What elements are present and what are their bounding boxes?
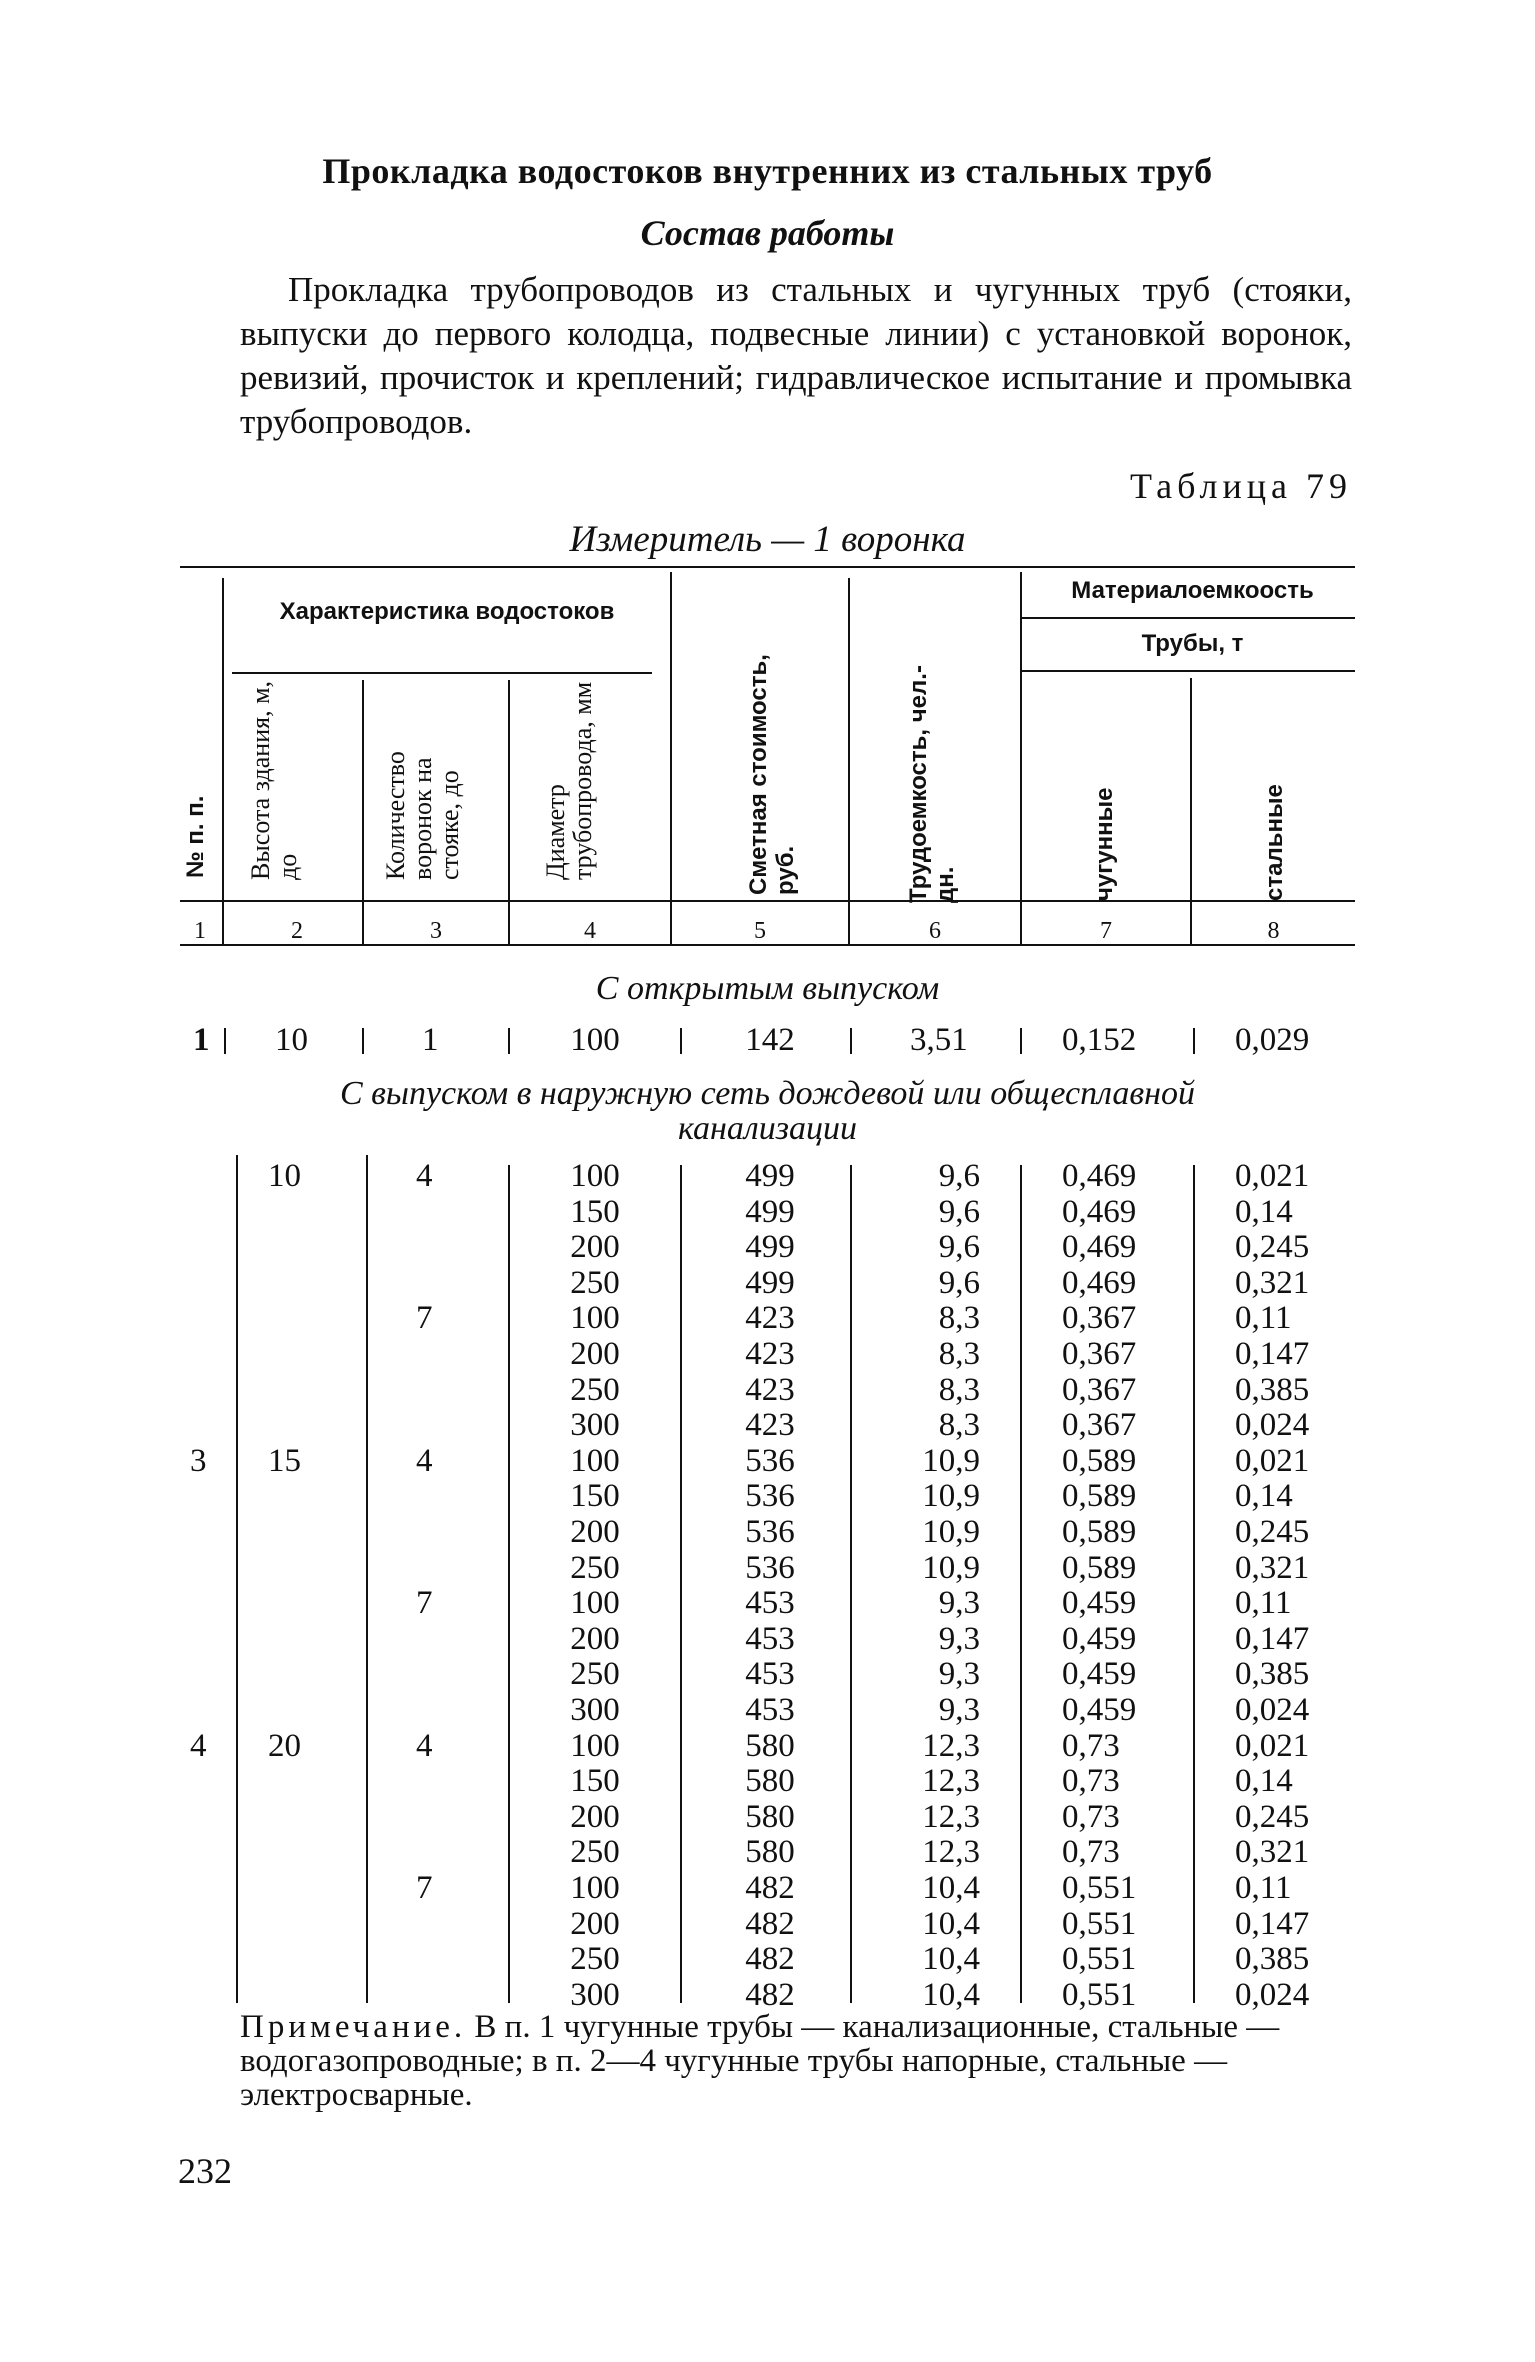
cell-labor: 8,3 (938, 1300, 980, 1337)
cell-cast: 0,551 (1062, 1905, 1137, 1942)
group-num-label: 4 (190, 1727, 207, 1764)
cell-diameter: 300 (570, 1407, 620, 1444)
cell-cost: 423 (745, 1371, 795, 1408)
cell-cast: 0,73 (1062, 1798, 1120, 1835)
cell-steel: 0,024 (1235, 1692, 1310, 1728)
row1-funnels: 1 (422, 1022, 439, 1058)
cell-cast: 0,367 (1062, 1300, 1137, 1337)
header-cast-iron: чугунные (1091, 787, 1118, 901)
header-funnels: Количество воронок на стояке, до (381, 751, 464, 880)
column-number: 4 (584, 918, 596, 944)
column-number: 1 (194, 918, 206, 944)
cell-diameter: 200 (570, 1798, 620, 1835)
cell-steel: 0,321 (1235, 1549, 1310, 1586)
cell-cost: 423 (745, 1336, 795, 1372)
cell-steel: 0,245 (1235, 1229, 1310, 1266)
cell-diameter: 250 (570, 1371, 620, 1408)
cell-cast: 0,73 (1062, 1727, 1120, 1764)
row1-sep (680, 1028, 682, 1054)
cell-cost: 536 (745, 1514, 795, 1550)
cell-cast: 0,469 (1062, 1264, 1137, 1301)
row1-cost: 142 (745, 1022, 795, 1058)
body-divider-3 (508, 1165, 510, 2003)
characteristics-rule (232, 672, 652, 674)
cell-cast: 0,589 (1062, 1549, 1137, 1586)
cell-steel: 0,14 (1235, 1763, 1293, 1800)
cell-labor: 9,6 (938, 1193, 980, 1230)
group-num-label: 3 (190, 1442, 207, 1479)
cell-labor: 12,3 (922, 1763, 980, 1800)
header-divider-4 (670, 572, 672, 944)
cell-steel: 0,024 (1235, 1976, 1310, 2013)
cell-diameter: 200 (570, 1514, 620, 1550)
cell-labor: 10,9 (922, 1514, 980, 1550)
work-description: Прокладка трубопроводов из стальных и чугунных труб (стояки, выпуски до первого колодца, подвесные линии) с установкой воронок, ревизий, прочисток и креплений; гидравлическое испытание и промывка трубопроводов. (240, 270, 1352, 441)
row1-sep (362, 1028, 364, 1054)
header-bottom-rule (180, 900, 1355, 902)
table-measure: Измеритель — 1 воронка (569, 519, 966, 560)
cell-steel: 0,11 (1235, 1585, 1292, 1622)
cell-diameter: 100 (570, 1158, 620, 1194)
cell-cost: 536 (745, 1549, 795, 1586)
cell-steel: 0,245 (1235, 1798, 1310, 1835)
cell-labor: 12,3 (922, 1798, 980, 1835)
cell-cast: 0,459 (1062, 1585, 1137, 1622)
cell-cost: 453 (745, 1656, 795, 1693)
cell-diameter: 200 (570, 1336, 620, 1372)
group-funnels-label: 7 (416, 1300, 433, 1337)
group-funnels-label: 4 (416, 1158, 433, 1194)
group-funnels-label: 4 (416, 1442, 433, 1479)
cell-cost: 499 (745, 1193, 795, 1230)
cell-steel: 0,245 (1235, 1514, 1310, 1550)
header-labor: Трудоемкость, чел.-дн. (905, 665, 959, 903)
cell-diameter: 100 (570, 1585, 620, 1622)
cell-diameter: 200 (570, 1905, 620, 1942)
cell-diameter: 250 (570, 1264, 620, 1301)
note-label: Примечание. (240, 2009, 467, 2045)
cell-cost: 580 (745, 1798, 795, 1835)
cell-diameter: 250 (570, 1656, 620, 1693)
column-number: 8 (1267, 918, 1280, 944)
cell-cast: 0,367 (1062, 1371, 1137, 1408)
cell-cost: 482 (745, 1976, 795, 2013)
row1-sep (1020, 1028, 1022, 1054)
cell-labor: 8,3 (938, 1336, 980, 1372)
cell-steel: 0,14 (1235, 1478, 1293, 1515)
cell-diameter: 250 (570, 1941, 620, 1978)
cell-cost: 423 (745, 1407, 795, 1444)
cell-diameter: 200 (570, 1620, 620, 1657)
header-height: Высота здания, м, до (246, 680, 302, 880)
column-number: 7 (1100, 918, 1112, 944)
header-divider-6 (1020, 572, 1022, 944)
row1-sep (508, 1028, 510, 1054)
note-text: В п. 1 чугунные трубы — канализационные, стальные — водогазопроводные; в п. 2—4 чугунные трубы напорные, стальные — электросварные. (240, 2009, 1280, 2113)
row1-sep (1193, 1028, 1195, 1054)
cell-labor: 9,6 (938, 1158, 980, 1194)
cell-labor: 10,9 (922, 1549, 980, 1586)
cell-cost: 423 (745, 1300, 795, 1337)
row1-diameter: 100 (570, 1022, 620, 1058)
cell-steel: 0,147 (1235, 1620, 1310, 1657)
pipes-rule (1020, 670, 1355, 672)
cell-labor: 10,4 (922, 1870, 980, 1906)
header-diameter: Диаметр трубопровода, мм (541, 681, 597, 880)
row1-sep (224, 1028, 226, 1054)
cell-steel: 0,385 (1235, 1656, 1310, 1693)
cell-cast: 0,551 (1062, 1870, 1137, 1906)
cell-cast: 0,469 (1062, 1193, 1137, 1230)
cell-cast: 0,367 (1062, 1407, 1137, 1444)
cell-diameter: 100 (570, 1727, 620, 1764)
cell-labor: 9,3 (938, 1656, 980, 1693)
column-number: 2 (291, 918, 303, 944)
group-height-label: 15 (268, 1442, 301, 1479)
cell-cost: 453 (745, 1620, 795, 1657)
header-divider-2 (362, 680, 364, 944)
cell-cost: 536 (745, 1442, 795, 1479)
page-title: Прокладка водостоков внутренних из стальных труб (322, 151, 1213, 191)
cell-steel: 0,147 (1235, 1336, 1310, 1372)
cell-labor: 12,3 (922, 1834, 980, 1871)
cell-labor: 10,4 (922, 1941, 980, 1978)
cell-cost: 499 (745, 1264, 795, 1301)
cell-labor: 12,3 (922, 1727, 980, 1764)
cell-diameter: 150 (570, 1193, 620, 1230)
cell-diameter: 200 (570, 1229, 620, 1266)
column-number: 5 (754, 918, 766, 944)
cell-labor: 10,4 (922, 1905, 980, 1942)
header-divider-3 (508, 680, 510, 944)
cell-cost: 580 (745, 1763, 795, 1800)
group-funnels-label: 7 (416, 1870, 433, 1906)
row1-num: 1 (193, 1022, 210, 1058)
cell-labor: 9,3 (938, 1692, 980, 1728)
cell-labor: 9,6 (938, 1264, 980, 1301)
cell-cost: 580 (745, 1727, 795, 1764)
body-divider-4 (680, 1165, 682, 2003)
section-open-outlet: С открытым выпуском (595, 970, 940, 1007)
body-divider-7 (1193, 1165, 1195, 2003)
header-characteristics: Характеристика водостоков (279, 598, 615, 625)
cell-cast: 0,459 (1062, 1656, 1137, 1693)
cell-cast: 0,589 (1062, 1478, 1137, 1515)
header-divider-5 (848, 578, 850, 944)
row1-cast-iron: 0,152 (1062, 1022, 1137, 1058)
cell-diameter: 250 (570, 1834, 620, 1871)
body-divider-1 (236, 1155, 238, 2003)
group-height-label: 20 (268, 1727, 301, 1764)
cell-cast: 0,551 (1062, 1941, 1137, 1978)
cell-cost: 453 (745, 1585, 795, 1622)
cell-steel: 0,11 (1235, 1870, 1292, 1906)
cell-steel: 0,14 (1235, 1193, 1293, 1230)
body-divider-2 (366, 1155, 368, 2003)
materials-rule (1020, 617, 1355, 619)
cell-cost: 499 (745, 1229, 795, 1266)
cell-steel: 0,385 (1235, 1941, 1310, 1978)
cell-labor: 9,3 (938, 1585, 980, 1622)
cell-diameter: 150 (570, 1763, 620, 1800)
cell-cast: 0,469 (1062, 1158, 1137, 1194)
cell-labor: 10,4 (922, 1976, 980, 2013)
header-pipes: Трубы, т (1141, 630, 1244, 657)
cell-cast: 0,73 (1062, 1763, 1120, 1800)
header-materials: Материалоемкоость (1071, 577, 1314, 604)
cell-cast: 0,459 (1062, 1620, 1137, 1657)
cell-cost: 580 (745, 1834, 795, 1871)
header-divider-7 (1190, 678, 1192, 944)
cell-cast: 0,73 (1062, 1834, 1120, 1871)
table-number: Таблица 79 (1130, 466, 1352, 506)
cell-cost: 482 (745, 1905, 795, 1942)
cell-labor: 8,3 (938, 1371, 980, 1408)
column-number: 6 (929, 918, 941, 944)
cell-diameter: 250 (570, 1549, 620, 1586)
row1-height: 10 (275, 1022, 308, 1058)
row1-steel: 0,029 (1235, 1022, 1310, 1058)
cell-steel: 0,021 (1235, 1727, 1310, 1764)
header-cost: Сметная стоимость, руб. (745, 654, 799, 895)
cell-steel: 0,11 (1235, 1300, 1292, 1337)
header-divider-1 (222, 578, 224, 944)
cell-cost: 499 (745, 1158, 795, 1194)
header-num: № п. п. (182, 795, 209, 878)
cell-cast: 0,589 (1062, 1514, 1137, 1550)
cell-cast: 0,589 (1062, 1442, 1137, 1479)
cell-labor: 10,9 (922, 1478, 980, 1515)
cell-diameter: 100 (570, 1442, 620, 1479)
cell-cast: 0,469 (1062, 1229, 1137, 1266)
work-composition-heading: Состав работы (640, 213, 895, 253)
cell-steel: 0,147 (1235, 1905, 1310, 1942)
cell-labor: 8,3 (938, 1407, 980, 1444)
row1-sep (850, 1028, 852, 1054)
cell-steel: 0,321 (1235, 1834, 1310, 1871)
body-divider-5 (850, 1165, 852, 2003)
section-external-outlet-cont: канализации (677, 1110, 857, 1147)
cell-cast: 0,551 (1062, 1976, 1137, 2013)
cell-cast: 0,459 (1062, 1692, 1137, 1728)
cell-labor: 9,3 (938, 1620, 980, 1657)
page-number: 232 (178, 2151, 232, 2191)
cell-labor: 10,9 (922, 1442, 980, 1479)
table-note (240, 2010, 1360, 2112)
cell-steel: 0,024 (1235, 1407, 1310, 1444)
group-funnels-label: 7 (416, 1585, 433, 1622)
cell-cast: 0,367 (1062, 1336, 1137, 1372)
cell-cost: 453 (745, 1692, 795, 1728)
cell-cost: 536 (745, 1478, 795, 1515)
column-number: 3 (430, 918, 442, 944)
cell-steel: 0,321 (1235, 1264, 1310, 1301)
cell-steel: 0,021 (1235, 1158, 1310, 1194)
cell-diameter: 100 (570, 1300, 620, 1337)
cell-steel: 0,021 (1235, 1442, 1310, 1479)
cell-diameter: 300 (570, 1692, 620, 1728)
group-funnels-label: 4 (416, 1727, 433, 1764)
cell-labor: 9,6 (938, 1229, 980, 1266)
group-height-label: 10 (268, 1158, 301, 1194)
header-steel: стальные (1261, 784, 1288, 901)
row1-labor: 3,51 (910, 1022, 968, 1058)
cell-steel: 0,385 (1235, 1371, 1310, 1408)
cell-cost: 482 (745, 1941, 795, 1978)
section-external-outlet: С выпуском в наружную сеть дождевой или общесплавной (339, 1075, 1196, 1112)
cell-diameter: 300 (570, 1976, 620, 2013)
cell-cost: 482 (745, 1870, 795, 1906)
cell-diameter: 150 (570, 1478, 620, 1515)
body-divider-6 (1020, 1165, 1022, 2003)
table-top-rule (180, 566, 1355, 568)
cell-diameter: 100 (570, 1870, 620, 1906)
